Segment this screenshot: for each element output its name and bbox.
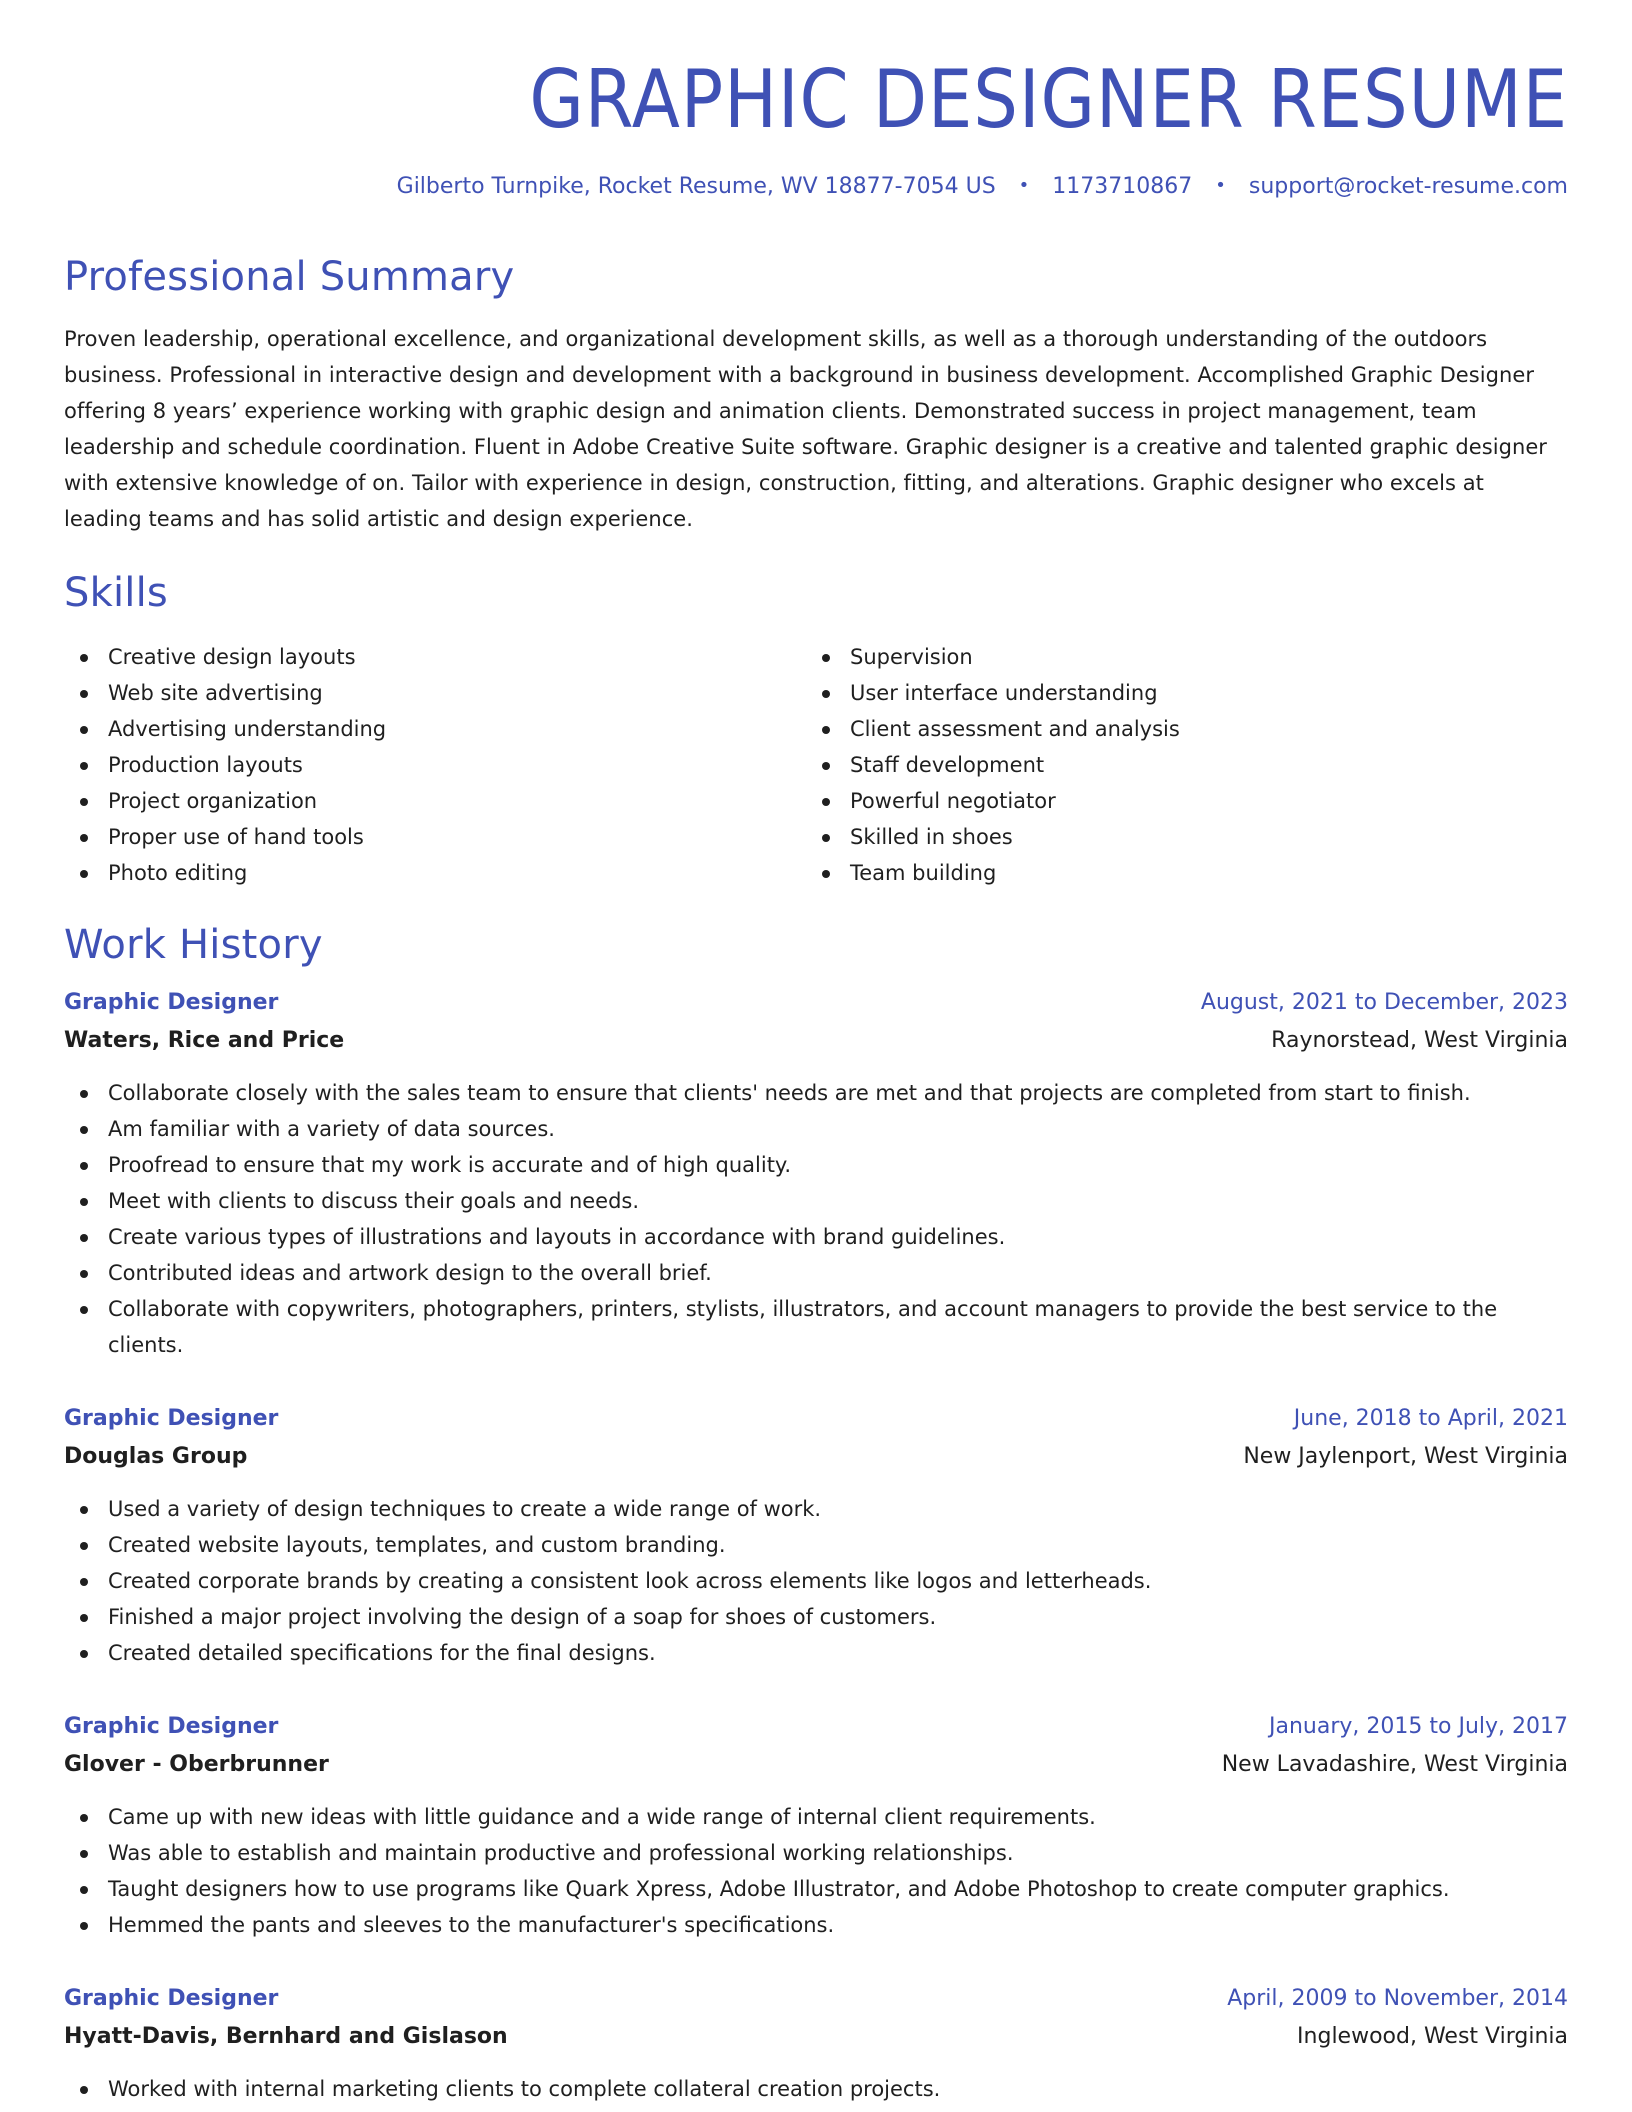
job-bullet: Create various types of illustrations and layouts in accordance with brand guidelines. bbox=[64, 1219, 1568, 1255]
job-bullet: Collaborate with copywriters, photographers, printers, stylists, illustrators, and account managers to provide the best service to the clients. bbox=[64, 1291, 1568, 1363]
job-dates: August, 2021 to December, 2023 bbox=[1200, 990, 1568, 1015]
skills-grid bbox=[64, 639, 1568, 891]
job-dates: January, 2015 to July, 2017 bbox=[1269, 1714, 1568, 1739]
skill-item: Powerful negotiator bbox=[806, 783, 1548, 819]
resume-header bbox=[64, 53, 1568, 199]
job-company-row bbox=[64, 1745, 1568, 1785]
skill-item: Proper use of hand tools bbox=[64, 819, 806, 855]
job-bullets bbox=[64, 1799, 1568, 1943]
job-entry bbox=[64, 1981, 1568, 2107]
skills-list-left bbox=[64, 639, 806, 891]
summary-text: Proven leadership, operational excellence, and organizational development skills, as well as a thorough understanding of the outdoors business. Professional in interactive design and development with a background in business development. Accomplished Graphic Designer offering 8 years’ experience working with graphic design and animation clients. Demonstrated success in project management, team leadership and schedule coordination. Fluent in Adobe Creative Suite software. Graphic designer is a creative and talented graphic designer with extensive knowledge of on. Tailor with experience in design, construction, fitting, and alterations. Graphic designer who excels at leading teams and has solid artistic and design experience. bbox=[64, 327, 1547, 531]
job-bullet: Created detailed specifications for the final designs. bbox=[64, 1635, 1568, 1671]
skill-item: Project organization bbox=[64, 783, 806, 819]
section-heading-work: Work History bbox=[64, 922, 323, 968]
job-bullet: Finished a major project involving the design of a soap for shoes of customers. bbox=[64, 1599, 1568, 1635]
skill-item: Team building bbox=[806, 855, 1548, 891]
skill-item: Staff development bbox=[806, 747, 1548, 783]
job-company-row bbox=[64, 1437, 1568, 1477]
contact-separator: • bbox=[1215, 175, 1226, 196]
skill-item: Advertising understanding bbox=[64, 711, 806, 747]
job-bullets bbox=[64, 2071, 1568, 2107]
job-title: Graphic Designer bbox=[64, 1406, 279, 1431]
job-title: Graphic Designer bbox=[64, 1714, 279, 1739]
skill-item: Photo editing bbox=[64, 855, 806, 891]
contact-phone: 1173710867 bbox=[1052, 174, 1193, 199]
skills-section bbox=[64, 569, 1568, 891]
skill-item: User interface understanding bbox=[806, 675, 1548, 711]
job-entry bbox=[64, 985, 1568, 1363]
section-heading-skills: Skills bbox=[64, 570, 168, 616]
job-bullet: Used a variety of design techniques to create a wide range of work. bbox=[64, 1491, 1568, 1527]
job-bullets bbox=[64, 1491, 1568, 1671]
job-bullet: Proofread to ensure that my work is accurate and of high quality. bbox=[64, 1147, 1568, 1183]
contact-address: Gilberto Turnpike, Rocket Resume, WV 18877-7054 US bbox=[396, 174, 996, 199]
job-bullet: Was able to establish and maintain productive and professional working relationships. bbox=[64, 1835, 1568, 1871]
job-company-row bbox=[64, 2017, 1568, 2057]
job-bullet: Collaborate closely with the sales team to ensure that clients' needs are met and that projects are completed from start to finish. bbox=[64, 1075, 1568, 1111]
contact-separator: • bbox=[1018, 175, 1030, 196]
job-title: Graphic Designer bbox=[64, 1986, 279, 2011]
skills-list-right bbox=[806, 639, 1548, 891]
job-company: Douglas Group bbox=[64, 1444, 248, 1469]
job-title-row bbox=[64, 985, 1568, 1021]
skill-item: Production layouts bbox=[64, 747, 806, 783]
job-bullet: Meet with clients to discuss their goals and needs. bbox=[64, 1183, 1568, 1219]
skill-item: Skilled in shoes bbox=[806, 819, 1548, 855]
work-history-section bbox=[64, 921, 1568, 2107]
job-bullet: Am familiar with a variety of data sources. bbox=[64, 1111, 1568, 1147]
skill-item: Client assessment and analysis bbox=[806, 711, 1548, 747]
job-bullet: Created corporate brands by creating a consistent look across elements like logos and letterheads. bbox=[64, 1563, 1568, 1599]
job-dates: June, 2018 to April, 2021 bbox=[1293, 1406, 1568, 1431]
job-bullet: Taught designers how to use programs like Quark Xpress, Adobe Illustrator, and Adobe Photoshop to create computer graphics. bbox=[64, 1871, 1568, 1907]
contact-email[interactable]: support@rocket-resume.com bbox=[1248, 174, 1568, 199]
skill-item: Web site advertising bbox=[64, 675, 806, 711]
job-bullet: Worked with internal marketing clients to complete collateral creation projects. bbox=[64, 2071, 1568, 2107]
resume-title: GRAPHIC DESIGNER RESUME bbox=[529, 53, 1568, 146]
job-location: Raynorstead, West Virginia bbox=[1271, 1028, 1568, 1053]
job-entry bbox=[64, 1709, 1568, 1943]
job-company: Hyatt-Davis, Bernhard and Gislason bbox=[64, 2024, 508, 2049]
skill-item: Creative design layouts bbox=[64, 639, 806, 675]
job-location: Inglewood, West Virginia bbox=[1297, 2024, 1568, 2049]
job-location: New Jaylenport, West Virginia bbox=[1243, 1444, 1568, 1469]
job-company: Waters, Rice and Price bbox=[64, 1028, 345, 1053]
job-bullet: Created website layouts, templates, and custom branding. bbox=[64, 1527, 1568, 1563]
job-company: Glover - Oberbrunner bbox=[64, 1752, 329, 1777]
job-title: Graphic Designer bbox=[64, 990, 279, 1015]
professional-summary-section bbox=[64, 253, 1568, 537]
job-bullet: Came up with new ideas with little guidance and a wide range of internal client requirements. bbox=[64, 1799, 1568, 1835]
skill-item: Supervision bbox=[806, 639, 1548, 675]
job-title-row bbox=[64, 1709, 1568, 1745]
job-entry bbox=[64, 1401, 1568, 1671]
job-company-row bbox=[64, 1021, 1568, 1061]
job-title-row bbox=[64, 1401, 1568, 1437]
job-dates: April, 2009 to November, 2014 bbox=[1227, 1986, 1568, 2011]
job-location: New Lavadashire, West Virginia bbox=[1221, 1752, 1568, 1777]
job-bullet: Contributed ideas and artwork design to the overall brief. bbox=[64, 1255, 1568, 1291]
job-bullets bbox=[64, 1075, 1568, 1363]
contact-line bbox=[64, 174, 1568, 199]
job-title-row bbox=[64, 1981, 1568, 2017]
section-heading-summary: Professional Summary bbox=[64, 254, 515, 300]
job-bullet: Hemmed the pants and sleeves to the manufacturer's specifications. bbox=[64, 1907, 1568, 1943]
